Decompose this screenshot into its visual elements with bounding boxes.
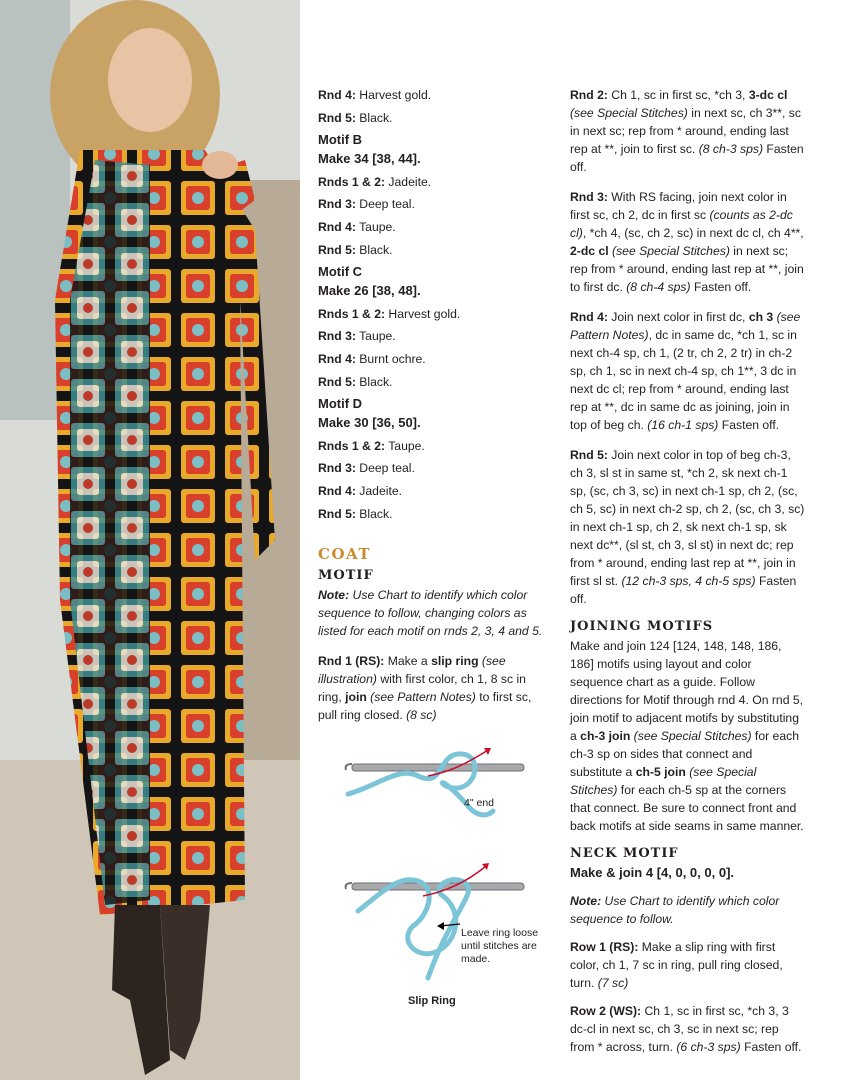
motif-d-make: Make 30 [36, 50]. (318, 415, 421, 431)
color-line: Rnds 1 & 2: Harvest gold. (318, 306, 461, 321)
motif-c-title: Motif C (318, 264, 363, 280)
row2-paragraph: Row 2 (WS): Ch 1, sc in first sc, *ch 3, 3 dc-cl in next sc, ch 3, sc in next sc; rep from * across, turn. (6 ch-3 sps) Fasten off. (570, 1004, 802, 1054)
color-line: Rnd 3: Taupe. (318, 329, 396, 344)
color-line: Rnds 1 & 2: Jadeite. (318, 174, 432, 189)
model-photo-illustration (0, 0, 300, 1080)
rnd2-paragraph: Rnd 2: Ch 1, sc in first sc, *ch 3, 3-dc cl (see Special Stitches) in next sc, ch 3**, sc in next sc; rep from * around, ending last rep at **, join to first sc. (8 ch-3 sps) Fasten off. (570, 88, 804, 174)
slip-ring-diagram (318, 746, 550, 1016)
model-photo (0, 0, 300, 1080)
joining-paragraph: Make and join 124 [124, 148, 148, 186, 186] motifs using layout and color sequence chart as a guide. Follow directions for Motif through rnd 4. On rnd 5, join motif to adjacent motifs by substituting a ch-3 join (see Special Stitches) for each ch-3 sp on sides that connect and substitute a ch-5 join (see Special Stitches) for each ch-5 sp at the corners that connect. Be sure to connect front and back motifs at side seams in same manner. (570, 639, 804, 833)
motif-heading: MOTIF (318, 567, 374, 583)
neck-note: Note: Use Chart to identify which color sequence to follow. (570, 894, 780, 926)
rnd4-paragraph: Rnd 4: Join next color in first dc, ch 3 (see Pattern Notes), dc in same dc, *ch 1, sc in next ch-4 sp, ch 1, (2 tr, ch 2, 2 tr) in ch-2 sp, ch 1, sc in next ch-4 sp, ch 1**, 3 dc in next dc cl; rep from * around, ending last rep at **, dc in same dc as joining, join in top of beg ch. (16 ch-1 sps) Fasten off. (570, 310, 801, 432)
neck-make: Make & join 4 [4, 0, 0, 0, 0]. (570, 865, 735, 880)
motif-d-title: Motif D (318, 396, 363, 412)
color-line: Rnd 3: Deep teal. (318, 461, 415, 476)
color-line: Rnds 1 & 2: Taupe. (318, 438, 425, 453)
row1-paragraph: Row 1 (RS): Make a slip ring with first color, ch 1, 7 sc in ring, pull ring closed, turn. (7 sc) (570, 940, 783, 990)
motif-b-title: Motif B (318, 132, 363, 148)
pattern-column-right (570, 86, 806, 1061)
end-label: 4" end (464, 796, 495, 809)
color-line: Rnd 5: Black. (318, 506, 393, 521)
rnd3-paragraph: Rnd 3: With RS facing, join next color in first sc, ch 2, dc in first sc (counts as 2-dc cl), *ch 4, (sc, ch 2, sc) in next dc cl, ch 4**, 2-dc cl (see Special Stitches) in next sc; rep from * around, ending last rep at **, join to first dc. (8 ch-4 sps) Fasten off. (570, 190, 804, 294)
motif-b-make: Make 34 [38, 44]. (318, 151, 421, 167)
motif-c-make: Make 26 [38, 48]. (318, 283, 421, 299)
color-line: Rnd 5: Black. (318, 242, 393, 257)
color-line: Rnd 5: Black. (318, 374, 393, 389)
color-line: Rnd 4: Jadeite. (318, 483, 402, 498)
slip-ring-caption: Slip Ring (408, 994, 456, 1007)
color-line: Rnd 4: Harvest gold. (318, 88, 432, 102)
color-line: Rnd 5: Black. (318, 110, 393, 125)
note-paragraph: Note: Use Chart to identify which color sequence to follow, changing colors as listed for each motif on rnds 2, 3, 4 and 5. (318, 587, 543, 638)
neck-motif-heading: NECK MOTIF (570, 846, 679, 861)
leave-ring-label: Leave ring loose until stitches are made. (461, 926, 539, 965)
rnd1-paragraph: Rnd 1 (RS): Make a slip ring (see illustration) with first color, ch 1, 8 sc in ring, join (see Pattern Notes) to first sc, pull ring closed. (8 sc) (318, 653, 532, 722)
coat-heading: COAT (318, 544, 371, 563)
pattern-column-left (318, 86, 550, 1016)
color-line: Rnd 3: Deep teal. (318, 197, 415, 212)
joining-motifs-heading: JOINING MOTIFS (570, 619, 714, 634)
color-line: Rnd 4: Burnt ochre. (318, 351, 426, 366)
rnd5-paragraph: Rnd 5: Join next color in top of beg ch-3, ch 3, sl st in same st, *ch 2, sk next ch-1 sp, (sc, ch 3, sc) in next ch-1 sp, ch 2, (sc, ch 5, sc) in next ch-2 sp, ch 2, (sc, ch 3, sc) in next ch-1 sp, ch 2, sk next ch-1 sp, sk next dc**, (sl st, ch 3, sl st) in next dc; rep from * around, ending last rep at **, join in first sl st. (12 ch-3 sps, 4 ch-5 sps) Fasten off. (570, 448, 805, 606)
color-line: Rnd 4: Taupe. (318, 219, 396, 234)
